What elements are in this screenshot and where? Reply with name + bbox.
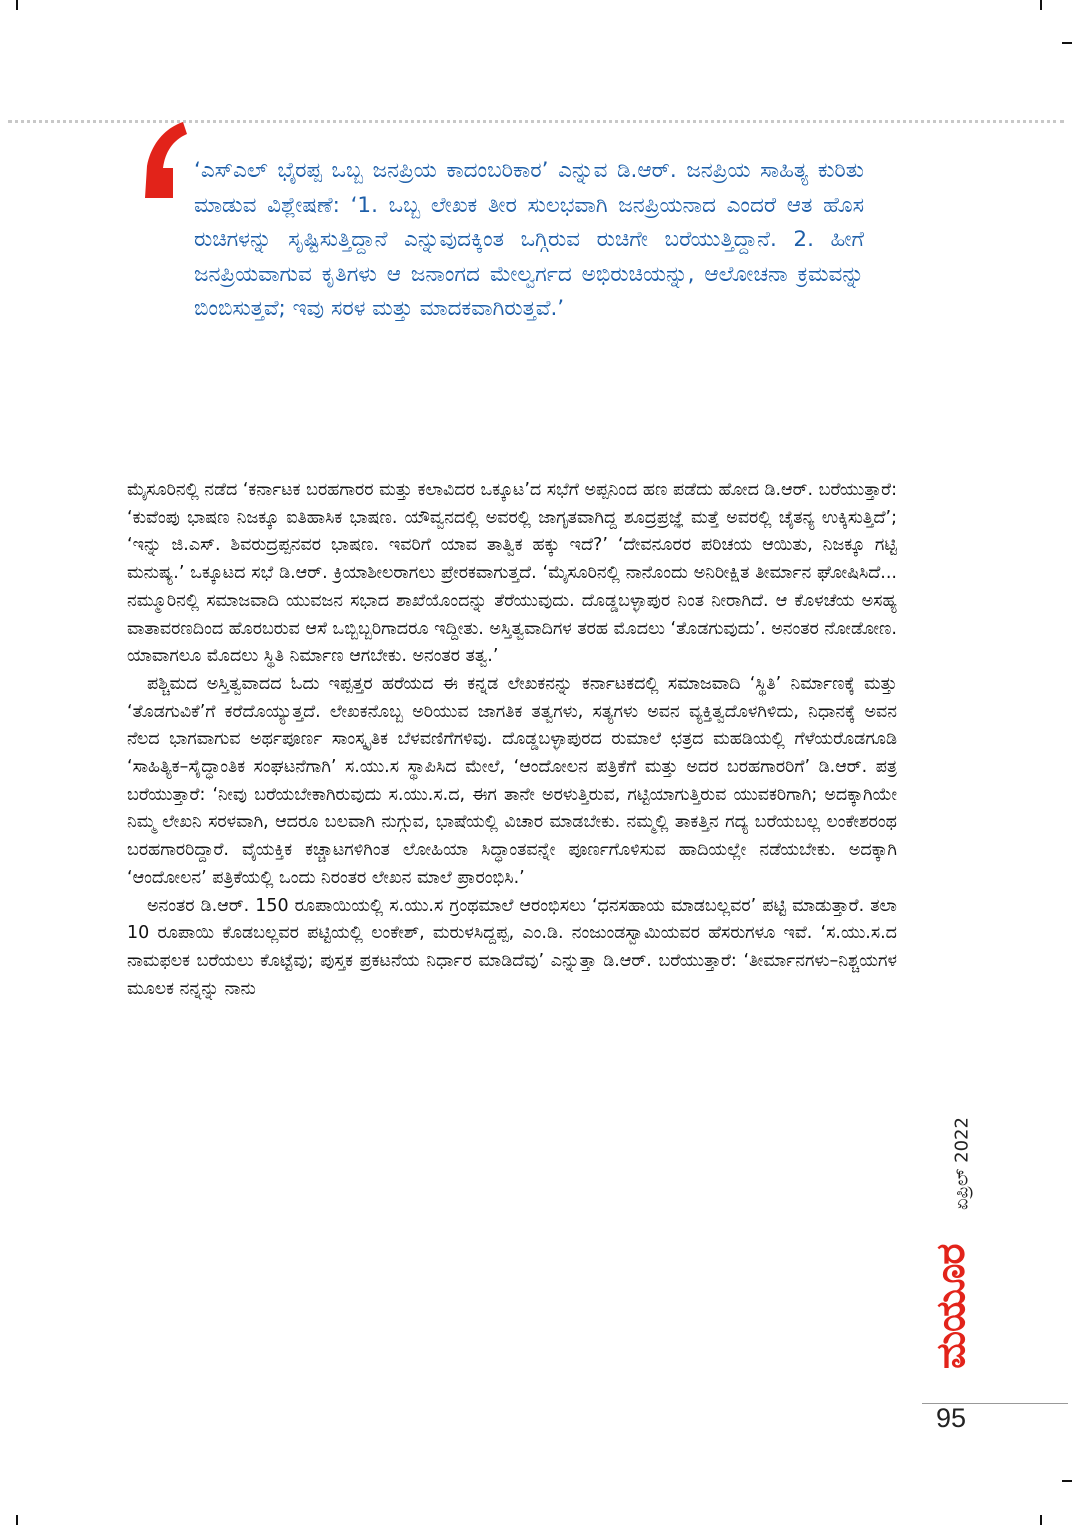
pull-quote: ‘ಎಸ್‌ಎಲ್‌ ಭೈರಪ್ಪ ಒಬ್ಬ ಜನಪ್ರಿಯ ಕಾದಂಬರಿಕಾರ’ ಎನ್ನುವ ಡಿ.ಆರ್‌. ಜನಪ್ರಿಯ ಸಾಹಿತ್ಯ ಕುರಿತು ಮಾಡುವ ವಿಶ್ಲೇಷಣೆ: ‘1. ಒಬ್ಬ ಲೇಖಕ ತೀರ ಸುಲಭವಾಗಿ ಜನಪ್ರಿಯನಾದ ಎಂದರೆ ಆತ ಹೊಸ ರುಚಿಗಳನ್ನು ಸೃಷ್ಟಿಸುತ್ತಿದ್ದಾನೆ ಎನ್ನುವುದಕ್ಕಿಂತ ಒಗ್ಗಿರುವ ರುಚಿಗೇ ಬರೆಯುತ್ತಿದ್ದಾನೆ. 2. ಹೀಗೆ ಜನಪ್ರಿಯವಾಗುವ ಕೃತಿಗಳು ಆ ಜನಾಂಗದ ಮೇಲ್ವರ್ಗದ ಅಭಿರುಚಿಯನ್ನು, ಆಲೋಚನಾ ಕ್ರಮವನ್ನು ಬಿಂಬಿಸುತ್ತವೆ; ಇವು ಸರಳ ಮತ್ತು ಮಾದಕವಾಗಿರುತ್ತವೆ.’ (194, 158, 864, 322)
body-paragraph: ಪಶ್ಚಿಮದ ಅಸ್ತಿತ್ವವಾದದ ಓದು ಇಪ್ಪತ್ತರ ಹರೆಯದ ಈ ಕನ್ನಡ ಲೇಖಕನನ್ನು ಕರ್ನಾಟಕದಲ್ಲಿ ಸಮಾಜವಾದಿ ‘ಸ್ಥಿತಿ’ ನಿರ್ಮಾಣಕ್ಕೆ ಮತ್ತು ‘ತೊಡಗುವಿಕೆ’ಗೆ ಕರೆದೊಯ್ಯುತ್ತದೆ. ಲೇಖಕನೊಬ್ಬ ಅರಿಯುವ ಜಾಗತಿಕ ತತ್ವಗಳು, ಸತ್ಯಗಳು ಅವನ ವ್ಯಕ್ತಿತ್ವದೊಳಗಿಳಿದು, ನಿಧಾನಕ್ಕೆ ಅವನ ನೆಲದ ಭಾಗವಾಗುವ ಅರ್ಥಪೂರ್ಣ ಸಾಂಸ್ಕೃತಿಕ ಬೆಳವಣಿಗೆಗಳಿವು. ದೊಡ್ಡಬಳ್ಳಾಪುರದ ರುಮಾಲೆ ಛತ್ರದ ಮಹಡಿಯಲ್ಲಿ ಗೆಳೆಯರೊಡಗೂಡಿ ‘ಸಾಹಿತ್ಯಿಕ–ಸೈದ್ಧಾಂತಿಕ ಸಂಘಟನೆಗಾಗಿ’ ಸ.ಯು.ಸ ಸ್ಥಾಪಿಸಿದ ಮೇಲೆ, ‘ಆಂದೋಲನ ಪತ್ರಿಕೆಗೆ ಮತ್ತು ಅದರ ಬರಹಗಾರರಿಗೆ’ ಡಿ.ಆರ್‌. ಪತ್ರ ಬರೆಯುತ್ತಾರೆ: ‘ನೀವು ಬರೆಯಬೇಕಾಗಿರುವುದು ಸ.ಯು.ಸ.ದ, ಈಗ ತಾನೇ ಅರಳುತ್ತಿರುವ, ಗಟ್ಟಿಯಾಗುತ್ತಿರುವ ಯುವಕರಿಗಾಗಿ; ಅದಕ್ಕಾಗಿಯೇ ನಿಮ್ಮ ಲೇಖನಿ ಸರಳವಾಗಿ, ಆದರೂ ಬಲವಾಗಿ ನುಗ್ಗುವ, ಭಾಷೆಯಲ್ಲಿ ವಿಚಾರ ಮಾಡಬೇಕು. ನಮ್ಮಲ್ಲಿ ತಾಕತ್ತಿನ ಗದ್ಯ ಬರೆಯಬಲ್ಲ ಲಂಕೇಶರಂಥ ಬರಹಗಾರರಿದ್ದಾರೆ. ವೈಯಕ್ತಿಕ ಕಚ್ಚಾಟಗಳಿಗಿಂತ ಲೋಹಿಯಾ ಸಿದ್ಧಾಂತವನ್ನೇ ಪೂರ್ಣಗೊಳಿಸುವ ಹಾದಿಯಲ್ಲೇ ನಡೆಯಬೇಕು. ಅದಕ್ಕಾಗಿ ‘ಆಂದೋಲನ’ ಪತ್ರಿಕೆಯಲ್ಲಿ ಒಂದು ನಿರಂತರ ಲೇಖನ ಮಾಲೆ ಪ್ರಾರಂಭಿಸಿ.’ (127, 673, 897, 888)
crop-mark-right-upper (1062, 42, 1072, 44)
body-paragraph: ಮೈಸೂರಿನಲ್ಲಿ ನಡೆದ ‘ಕರ್ನಾಟಕ ಬರಹಗಾರರ ಮತ್ತು ಕಲಾವಿದರ ಒಕ್ಕೂಟ’ದ ಸಭೆಗೆ ಅಪ್ಪನಿಂದ ಹಣ ಪಡೆದು ಹೋದ ಡಿ.ಆರ್‌. ಬರೆಯುತ್ತಾರೆ: ‘ಕುವೆಂಪು ಭಾಷಣ ನಿಜಕ್ಕೂ ಐತಿಹಾಸಿಕ ಭಾಷಣ. ಯೌವ್ವನದಲ್ಲಿ ಅವರಲ್ಲಿ ಜಾಗೃತವಾಗಿದ್ದ ಶೂದ್ರಪ್ರಜ್ಞೆ ಮತ್ತೆ ಅವರಲ್ಲಿ ಚೈತನ್ಯ ಉಕ್ಕಿಸುತ್ತಿದೆ’; ‘ಇನ್ನು ಜಿ.ಎಸ್‌. ಶಿವರುದ್ರಪ್ಪನವರ ಭಾಷಣ. ಇವರಿಗೆ ಯಾವ ತಾತ್ವಿಕ ಹಕ್ಕು ಇದೆ?’ ‘ದೇವನೂರರ ಪರಿಚಯ ಆಯಿತು, ನಿಜಕ್ಕೂ ಗಟ್ಟಿ ಮನುಷ್ಯ.’ ಒಕ್ಕೂಟದ ಸಭೆ ಡಿ.ಆರ್‌. ಕ್ರಿಯಾಶೀಲರಾಗಲು ಪ್ರೇರಕವಾಗುತ್ತದೆ. ‘ಮೈಸೂರಿನಲ್ಲಿ ನಾನೊಂದು ಅನಿರೀಕ್ಷಿತ ತೀರ್ಮಾನ ಘೋಷಿಸಿದೆ... ನಮ್ಮೂರಿನಲ್ಲಿ ಸಮಾಜವಾದಿ ಯುವಜನ ಸಭಾದ ಶಾಖೆಯೊಂದನ್ನು ತೆರೆಯುವುದು. ದೊಡ್ಡಬಳ್ಳಾಪುರ ನಿಂತ ನೀರಾಗಿದೆ. ಆ ಕೊಳಚೆಯ ಅಸಹ್ಯ ವಾತಾವರಣದಿಂದ ಹೊರಬರುವ ಆಸೆ ಒಬ್ಬಿಬ್ಬರಿಗಾದರೂ ಇದ್ದೀತು. ಅಸ್ತಿತ್ವವಾದಿಗಳ ತರಹ ಮೊದಲು ‘ತೊಡಗುವುದು’. ಅನಂತರ ನೋಡೋಣ. ಯಾವಾಗಲೂ ಮೊದಲು ಸ್ಥಿತಿ ನಿರ್ಮಾಣ ಆಗಬೇಕು. ಅನಂತರ ತತ್ವ.’ (127, 480, 897, 667)
page-number: 95 (936, 1403, 967, 1433)
magazine-logo: ಮಯೂರ (928, 1244, 974, 1370)
crop-mark-bottom-right (1040, 1515, 1042, 1525)
crop-mark-bottom-left (16, 1515, 18, 1525)
article-body (127, 477, 897, 1003)
issue-month: ಏಪ್ರಿಲ್‌ 2022 (951, 1117, 973, 1210)
crop-mark-top-right (1040, 0, 1042, 10)
quote-mark-icon (143, 122, 187, 198)
crop-mark-top-left (16, 0, 18, 10)
crop-mark-right-lower (1062, 1480, 1072, 1482)
body-paragraph: ಅನಂತರ ಡಿ.ಆರ್‌. 150 ರೂಪಾಯಿಯಲ್ಲಿ ಸ.ಯು.ಸ ಗ್ರಂಥಮಾಲೆ ಆರಂಭಿಸಲು ‘ಧನಸಹಾಯ ಮಾಡಬಲ್ಲವರ’ ಪಟ್ಟಿ ಮಾಡುತ್ತಾರೆ. ತಲಾ 10 ರೂಪಾಯಿ ಕೊಡಬಲ್ಲವರ ಪಟ್ಟಿಯಲ್ಲಿ ಲಂಕೇಶ್‌, ಮರುಳಸಿದ್ದಪ್ಪ, ಎಂ.ಡಿ. ನಂಜುಂಡಸ್ವಾಮಿಯವರ ಹೆಸರುಗಳೂ ಇವೆ. ‘ಸ.ಯು.ಸ.ದ ನಾಮಫಲಕ ಬರೆಯಲು ಕೊಟ್ಟೆವು; ಪುಸ್ತಕ ಪ್ರಕಟನೆಯ ನಿರ್ಧಾರ ಮಾಡಿದೆವು’ ಎನ್ನುತ್ತಾ ಡಿ.ಆರ್‌. ಬರೆಯುತ್ತಾರೆ: ‘ತೀರ್ಮಾನಗಳು–ನಿಶ್ಚಯಗಳ ಮೂಲಕ ನನ್ನನ್ನು ನಾನು (127, 895, 897, 999)
